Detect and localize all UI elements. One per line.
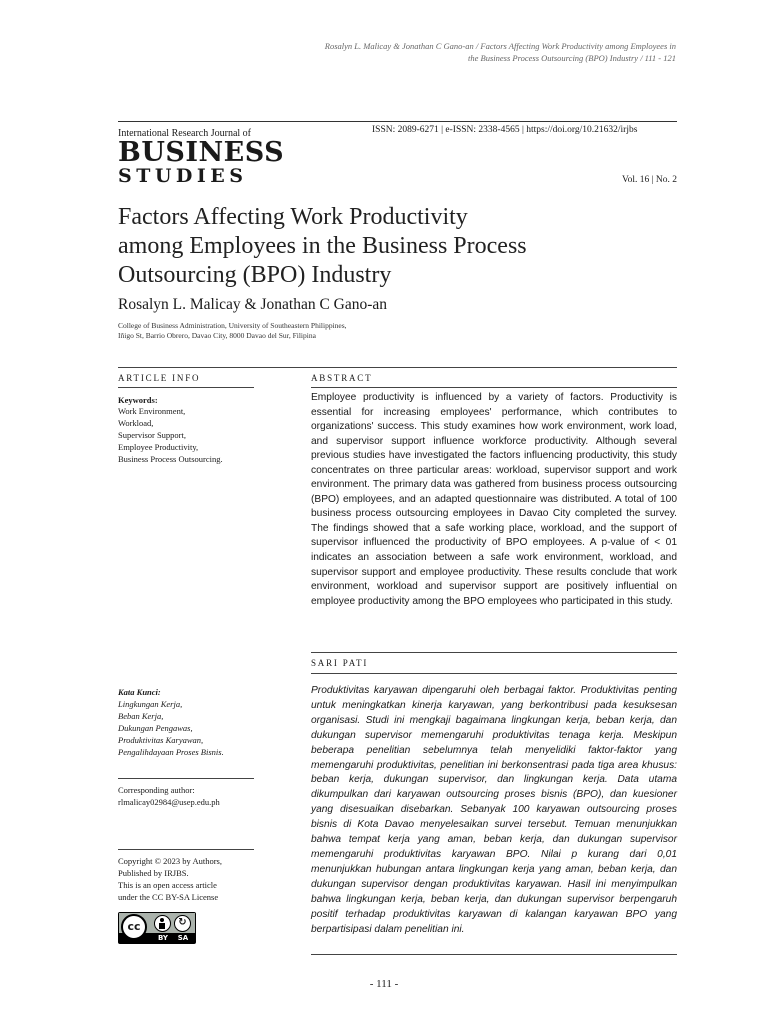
- abstract-heading: ABSTRACT: [311, 373, 373, 383]
- copyright-line: This is an open access article: [118, 880, 217, 890]
- keyword: Workload,: [118, 418, 154, 428]
- section-rule: [118, 778, 254, 779]
- section-rule: [311, 387, 677, 388]
- section-rule: [311, 954, 677, 955]
- page-number: - 111 -: [369, 978, 399, 990]
- kata-kunci-block: [118, 686, 298, 758]
- title-line: Outsourcing (BPO) Industry: [118, 262, 392, 288]
- keyword: Work Environment,: [118, 406, 186, 416]
- journal-name: International Research Journal of: [118, 128, 252, 139]
- journal-brand-business: BUSINESS: [118, 137, 285, 168]
- running-header-line1: Rosalyn L. Malicay & Jonathan C Gano-an / Factors Affecting Work Productivity among Employees in: [324, 41, 676, 51]
- section-rule: [118, 367, 677, 368]
- running-header-line2: the Business Process Outsourcing (BPO) Industry / 111 - 121: [468, 53, 676, 63]
- authors: Rosalyn L. Malicay & Jonathan C Gano-an: [118, 296, 388, 313]
- section-rule: [311, 652, 677, 653]
- keyword: Business Process Outsourcing.: [118, 454, 223, 464]
- kata-kunci-item: Beban Kerja,: [118, 711, 164, 721]
- keywords-label: Keywords:: [118, 395, 158, 405]
- kata-kunci-item: Lingkungan Kerja,: [118, 699, 183, 709]
- section-rule: [311, 673, 677, 674]
- issn-doi: ISSN: 2089-6271 | e-ISSN: 2338-4565 | https://doi.org/10.21632/irjbs: [372, 125, 638, 135]
- by-label: BY: [157, 934, 169, 942]
- abstract-text: Employee productivity is influenced by a variety of factors. Productivity is essential for increasing employees' performance, which contributes to organizations' success. This study examines how work environment, work load, and supervisor support influence workforce productivity. Although several previous studies have investigated the factors influencing productivity, this study concentrates on three particular areas: workload, supervisor support and work environment. The primary data was gathered from business process outsourcing (BPO) employees, and an adapted questionnaire was distributed. A total of 100 business process outsourcing employees in Davao City completed the survey. The findings showed that a safe working place, workload, and the support of supervisor influenced the productivity of BPO employees. A p-value of < 01 indicates an association between a safe work environment, workload, and supervisor support and employee productivity. These results conclude that work environment, workload and supervisor support are positively influential on employee productivity among the BPO employees who participated in this study.: [311, 392, 677, 607]
- title-line: Factors Affecting Work Productivity: [118, 204, 468, 230]
- keyword: Supervisor Support,: [118, 430, 186, 440]
- journal-brand-studies: STUDIES: [118, 165, 248, 187]
- copyright-block: [118, 855, 222, 903]
- kata-kunci-item: Produktivitas Karyawan,: [118, 735, 204, 745]
- cc-by-sa-badge[interactable]: [118, 912, 196, 944]
- sari-pati-text: Produktivitas karyawan dipengaruhi oleh berbagai faktor. Produktivitas penting untuk meningkatkan kinerja karyawan, yang berkontribusi pada kesuksesan organisasi. Studi ini mengkaji bagaimana lingkungan kerja, beban kerja, dan dukungan supervisor memengaruhi produktivitas tenaga kerja. Meskipun beberapa penelitian sebelumnya telah menyelidiki faktor-faktor yang memengaruhi produktivitas, penelitian ini berkonsentrasi pada tiga area khusus: beban kerja, dukungan supervisor, dan lingkungan kerja. Data utama dikumpulkan dari karyawan outsourcing proses bisnis (BPO), dan kuesioner yang disesuaikan disebarkan. Sebanyak 100 karyawan outsourcing proses bisnis di Kota Davao menyelesaikan survei tersebut. Temuan menunjukkan bahwa tempat kerja yang aman, beban kerja, dan dukungan supervisor memengaruhi produktivitas karyawan BPO. Nilai p kurang dari 0,01 menunjukkan hubungan antara lingkungan kerja yang aman, beban kerja, dan dukungan supervisor dengan produktivitas karyawan. Hasil ini menyimpulkan bahwa lingkungan kerja, beban kerja, dan dukungan supervisor berpengaruh positif terhadap produktivitas karyawan di kalangan karyawan BPO yang berpartisipasi dalam penelitian ini.: [311, 685, 677, 935]
- kata-kunci-item: Dukungan Pengawas,: [118, 723, 193, 733]
- sa-label: SA: [177, 934, 189, 942]
- keyword: Employee Productivity,: [118, 442, 199, 452]
- attribution-person-icon: [154, 915, 171, 932]
- sari-pati-heading: SARI PATI: [311, 658, 369, 668]
- affiliation-line: Iñigo St, Barrio Obrero, Davao City, 8000 Davao del Sur, Filipina: [118, 331, 316, 340]
- section-rule: [118, 849, 254, 850]
- copyright-line: under the CC BY-SA License: [118, 892, 219, 902]
- article-title: [118, 203, 678, 290]
- affiliation-line: College of Business Administration, University of Southeastern Philippines,: [118, 321, 347, 330]
- article-info-heading: ARTICLE INFO: [118, 373, 201, 383]
- corresponding-author: [118, 784, 220, 808]
- corresponding-email[interactable]: rlmalicay02984@usep.edu.ph: [118, 797, 220, 807]
- share-alike-icon: ↻: [174, 915, 191, 932]
- title-line: among Employees in the Business Process: [118, 233, 527, 259]
- kata-kunci-label: Kata Kunci:: [118, 687, 161, 697]
- copyright-line: Copyright © 2023 by Authors,: [118, 856, 222, 866]
- volume-issue: Vol. 16 | No. 2: [621, 175, 677, 185]
- cc-logo-icon: cc: [121, 914, 147, 940]
- section-rule: [118, 387, 254, 388]
- kata-kunci-item: Pengalihdayaan Proses Bisnis.: [118, 747, 224, 757]
- corresponding-label: Corresponding author:: [118, 785, 195, 795]
- copyright-line: Published by IRJBS.: [118, 868, 189, 878]
- keywords-block: [118, 395, 298, 465]
- running-header: [196, 40, 676, 64]
- masthead-rule: [118, 121, 677, 122]
- affiliation: [118, 321, 347, 341]
